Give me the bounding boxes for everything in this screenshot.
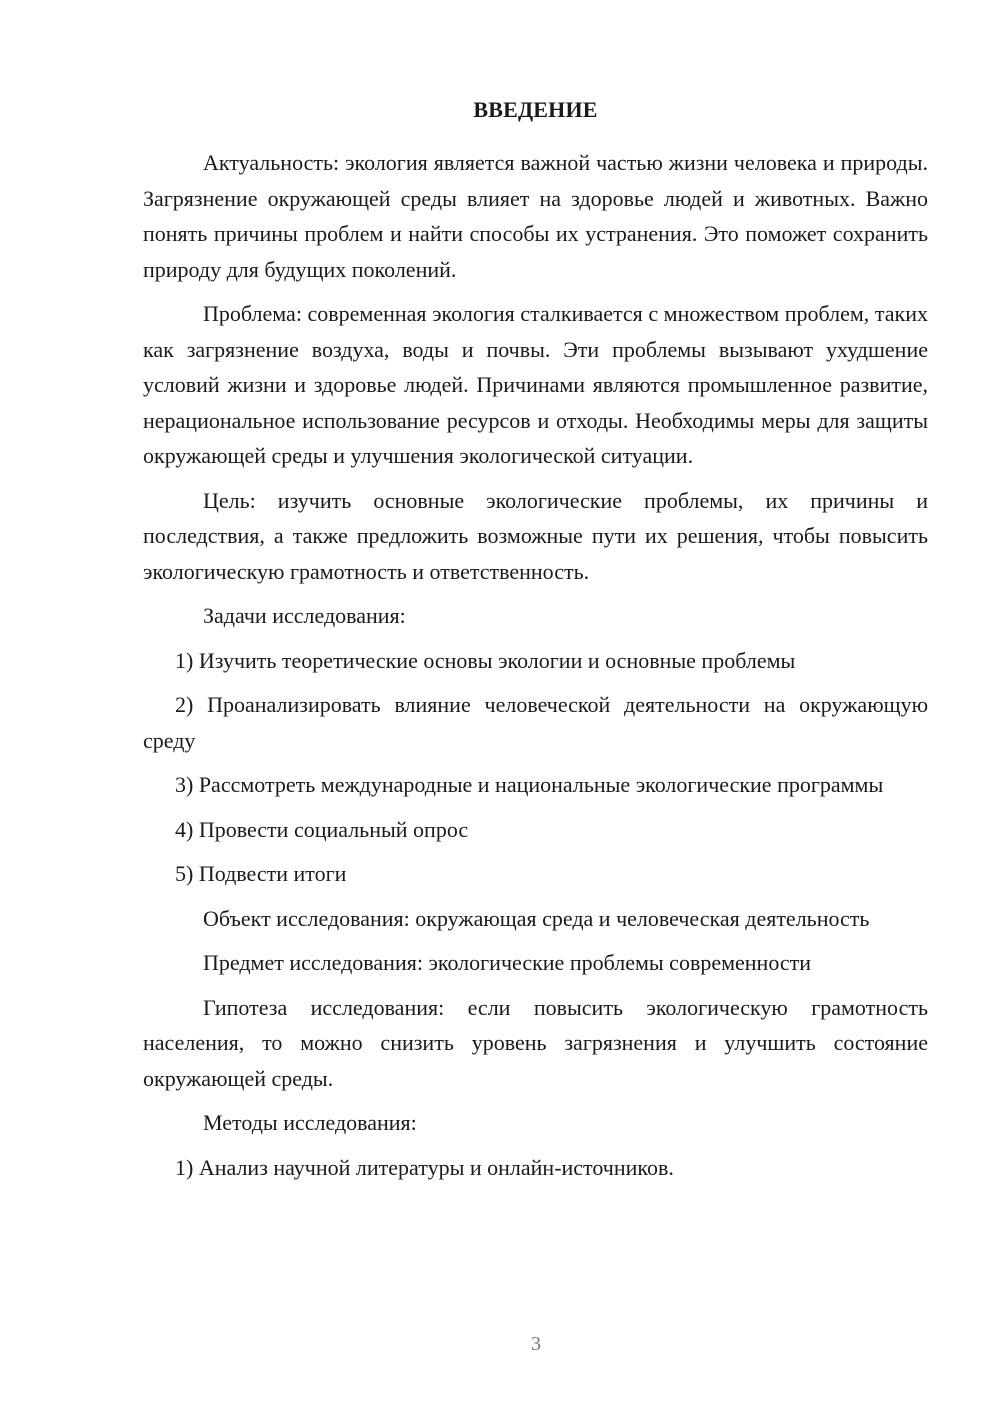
- paragraph-goal: Цель: изучить основные экологические проблемы, их причины и последствия, а также предложить возможные пути их решения, чтобы повысить экологическую грамотность и ответственность.: [143, 487, 928, 584]
- task-item-2: 2) Проанализировать влияние человеческой деятельности на окружающую среду: [143, 692, 928, 753]
- paragraph-tasks-heading: Задачи исследования:: [203, 603, 406, 628]
- paragraph-relevance: Актуальность: экология является важной частью жизни человека и природы. Загрязнение окружающей среды влияет на здоровье людей и животных. Важно понять причины проблем и найти способы их устранения. Это поможет сохранить природу для будущих поколений.: [143, 150, 928, 282]
- task-item-4: 4) Провести социальный опрос: [175, 816, 469, 842]
- paragraph-problem: Проблема: современная экология сталкивается с множеством проблем, таких как загрязнение воздуха, воды и почвы. Эти проблемы вызывают ухудшение условий жизни и здоровье людей. Причинами являются промышленное развитие, нерациональное использование ресурсов и отходы. Необходимы меры для защиты окружающей среды и улучшения экологической ситуации.: [143, 301, 928, 468]
- paragraph-methods-heading: Методы исследования:: [203, 1110, 417, 1135]
- document-page: [143, 95, 928, 1194]
- paragraph-subject: Предмет исследования: экологические проблемы современности: [203, 950, 812, 975]
- paragraph-hypothesis: Гипотеза исследования: если повысить экологическую грамотность населения, то можно снизить уровень загрязнения и улучшить состояние окружающей среды.: [143, 994, 928, 1091]
- task-item-1: 1) Изучить теоретические основы экологии и основные проблемы: [175, 647, 796, 673]
- page-number: 3: [531, 1333, 541, 1355]
- method-item-1: 1) Анализ научной литературы и онлайн-источников.: [175, 1154, 674, 1180]
- task-item-3: 3) Рассмотреть международные и национальные экологические программы: [175, 772, 884, 797]
- task-item-5: 5) Подвести итоги: [175, 861, 347, 886]
- paragraph-object: Объект исследования: окружающая среда и человеческая деятельность: [203, 905, 870, 931]
- section-title: ВВЕДЕНИЕ: [473, 97, 598, 122]
